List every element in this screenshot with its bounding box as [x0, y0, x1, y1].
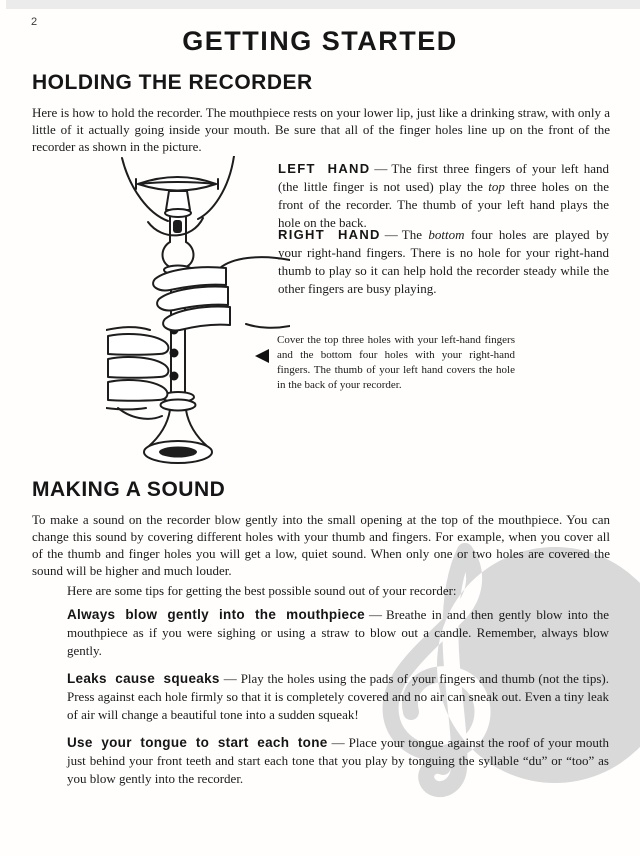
scan-edge	[6, 0, 640, 9]
em-dash: —	[374, 161, 388, 176]
bell-opening	[159, 447, 197, 458]
left-hand-finger	[108, 357, 168, 378]
recorder-window	[173, 220, 182, 233]
recorder-beak	[166, 191, 190, 210]
page-title: GETTING STARTED	[182, 26, 458, 56]
tip-tongue-start	[67, 734, 609, 788]
left-hand-finger	[108, 334, 168, 355]
tip-label: Leaks cause squeaks	[67, 671, 220, 686]
page-number: 2	[31, 16, 38, 28]
left-hand-label: LEFT HAND	[278, 161, 371, 176]
em-dash: —	[384, 227, 398, 242]
right-hand-italic: bottom	[428, 227, 465, 242]
making-intro: To make a sound on the recorder blow gently into the small opening at the top of the mouthpiece. You can change this sound by covering different holes with your thumb and fingers. For example, when you cover all of the thumb and finger holes you will get a low, quiet sound. When only one or two holes are covered the sound will be higher and much louder.	[32, 512, 610, 578]
holding-heading: HOLDING THE RECORDER	[32, 71, 313, 94]
left-hand-wrist	[106, 327, 150, 330]
finger-hole	[170, 372, 179, 381]
finger-hole	[170, 349, 179, 358]
left-hand-text-2: three holes on the front of the recorder. The thumb of your left hand plays the hole on the back.	[278, 179, 609, 230]
left-hand-paragraph	[278, 160, 609, 232]
em-dash: —	[223, 671, 237, 686]
tip-body: Place your tongue against the roof of your mouth just behind your front teeth and start each tone that you play by tonguing the syllable “du” or “too” as you blow gently into the recorder.	[67, 735, 610, 786]
tip-blow-gently	[67, 606, 609, 660]
right-hand-text-2: four holes are played by your right-hand fingers. There is no hole for your right-hand thumb to play so it can help hold the recorder steady while the other fingers are busy playing.	[278, 227, 609, 296]
em-dash: —	[331, 735, 345, 750]
tip-body: Breathe in and then gently blow into the mouthpiece as if you were sighing or using a straw to blow out a candle. Remember, always blow gently.	[67, 607, 609, 658]
left-hand-text: The first three fingers of your left hand (the little finger is not used) play the	[278, 161, 610, 194]
tip-label: Use your tongue to start each tone	[67, 735, 328, 750]
making-heading: MAKING A SOUND	[32, 478, 226, 501]
tips-list	[67, 606, 609, 798]
right-hand-label: RIGHT HAND	[278, 227, 381, 242]
recorder-illustration	[106, 156, 290, 470]
tip-label: Always blow gently into the mouthpiece	[67, 607, 365, 622]
tip-leaks-squeaks	[67, 670, 609, 724]
tips-intro: Here are some tips for getting the best possible sound out of your recorder:	[67, 583, 457, 598]
right-hand-text: The	[401, 227, 429, 242]
caption-arrow-icon	[255, 349, 269, 363]
em-dash: —	[368, 607, 382, 622]
holding-intro: Here is how to hold the recorder. The mouthpiece rests on your lower lip, just like a drinking straw, with only a little of it actually going inside your mouth. Be sure that all of the finger holes line up on the front of the recorder as shown in the picture.	[32, 105, 611, 154]
right-hand-paragraph	[278, 226, 609, 298]
left-hand-finger	[108, 380, 167, 401]
left-hand-italic: top	[488, 179, 505, 194]
illustration-caption: Cover the top three holes with your left-hand fingers and the bottom four holes with your right-hand fingers. The thumb of your left hand covers the hole in the back of your recorder.	[277, 334, 515, 391]
tip-body: Play the holes using the pads of your fingers and thumb (not the tips). Press against each hole firmly so that it is completely covered and no air can sneak out. Even a tiny leak of air will change a beautiful tone into a sudden squeak!	[67, 671, 609, 722]
